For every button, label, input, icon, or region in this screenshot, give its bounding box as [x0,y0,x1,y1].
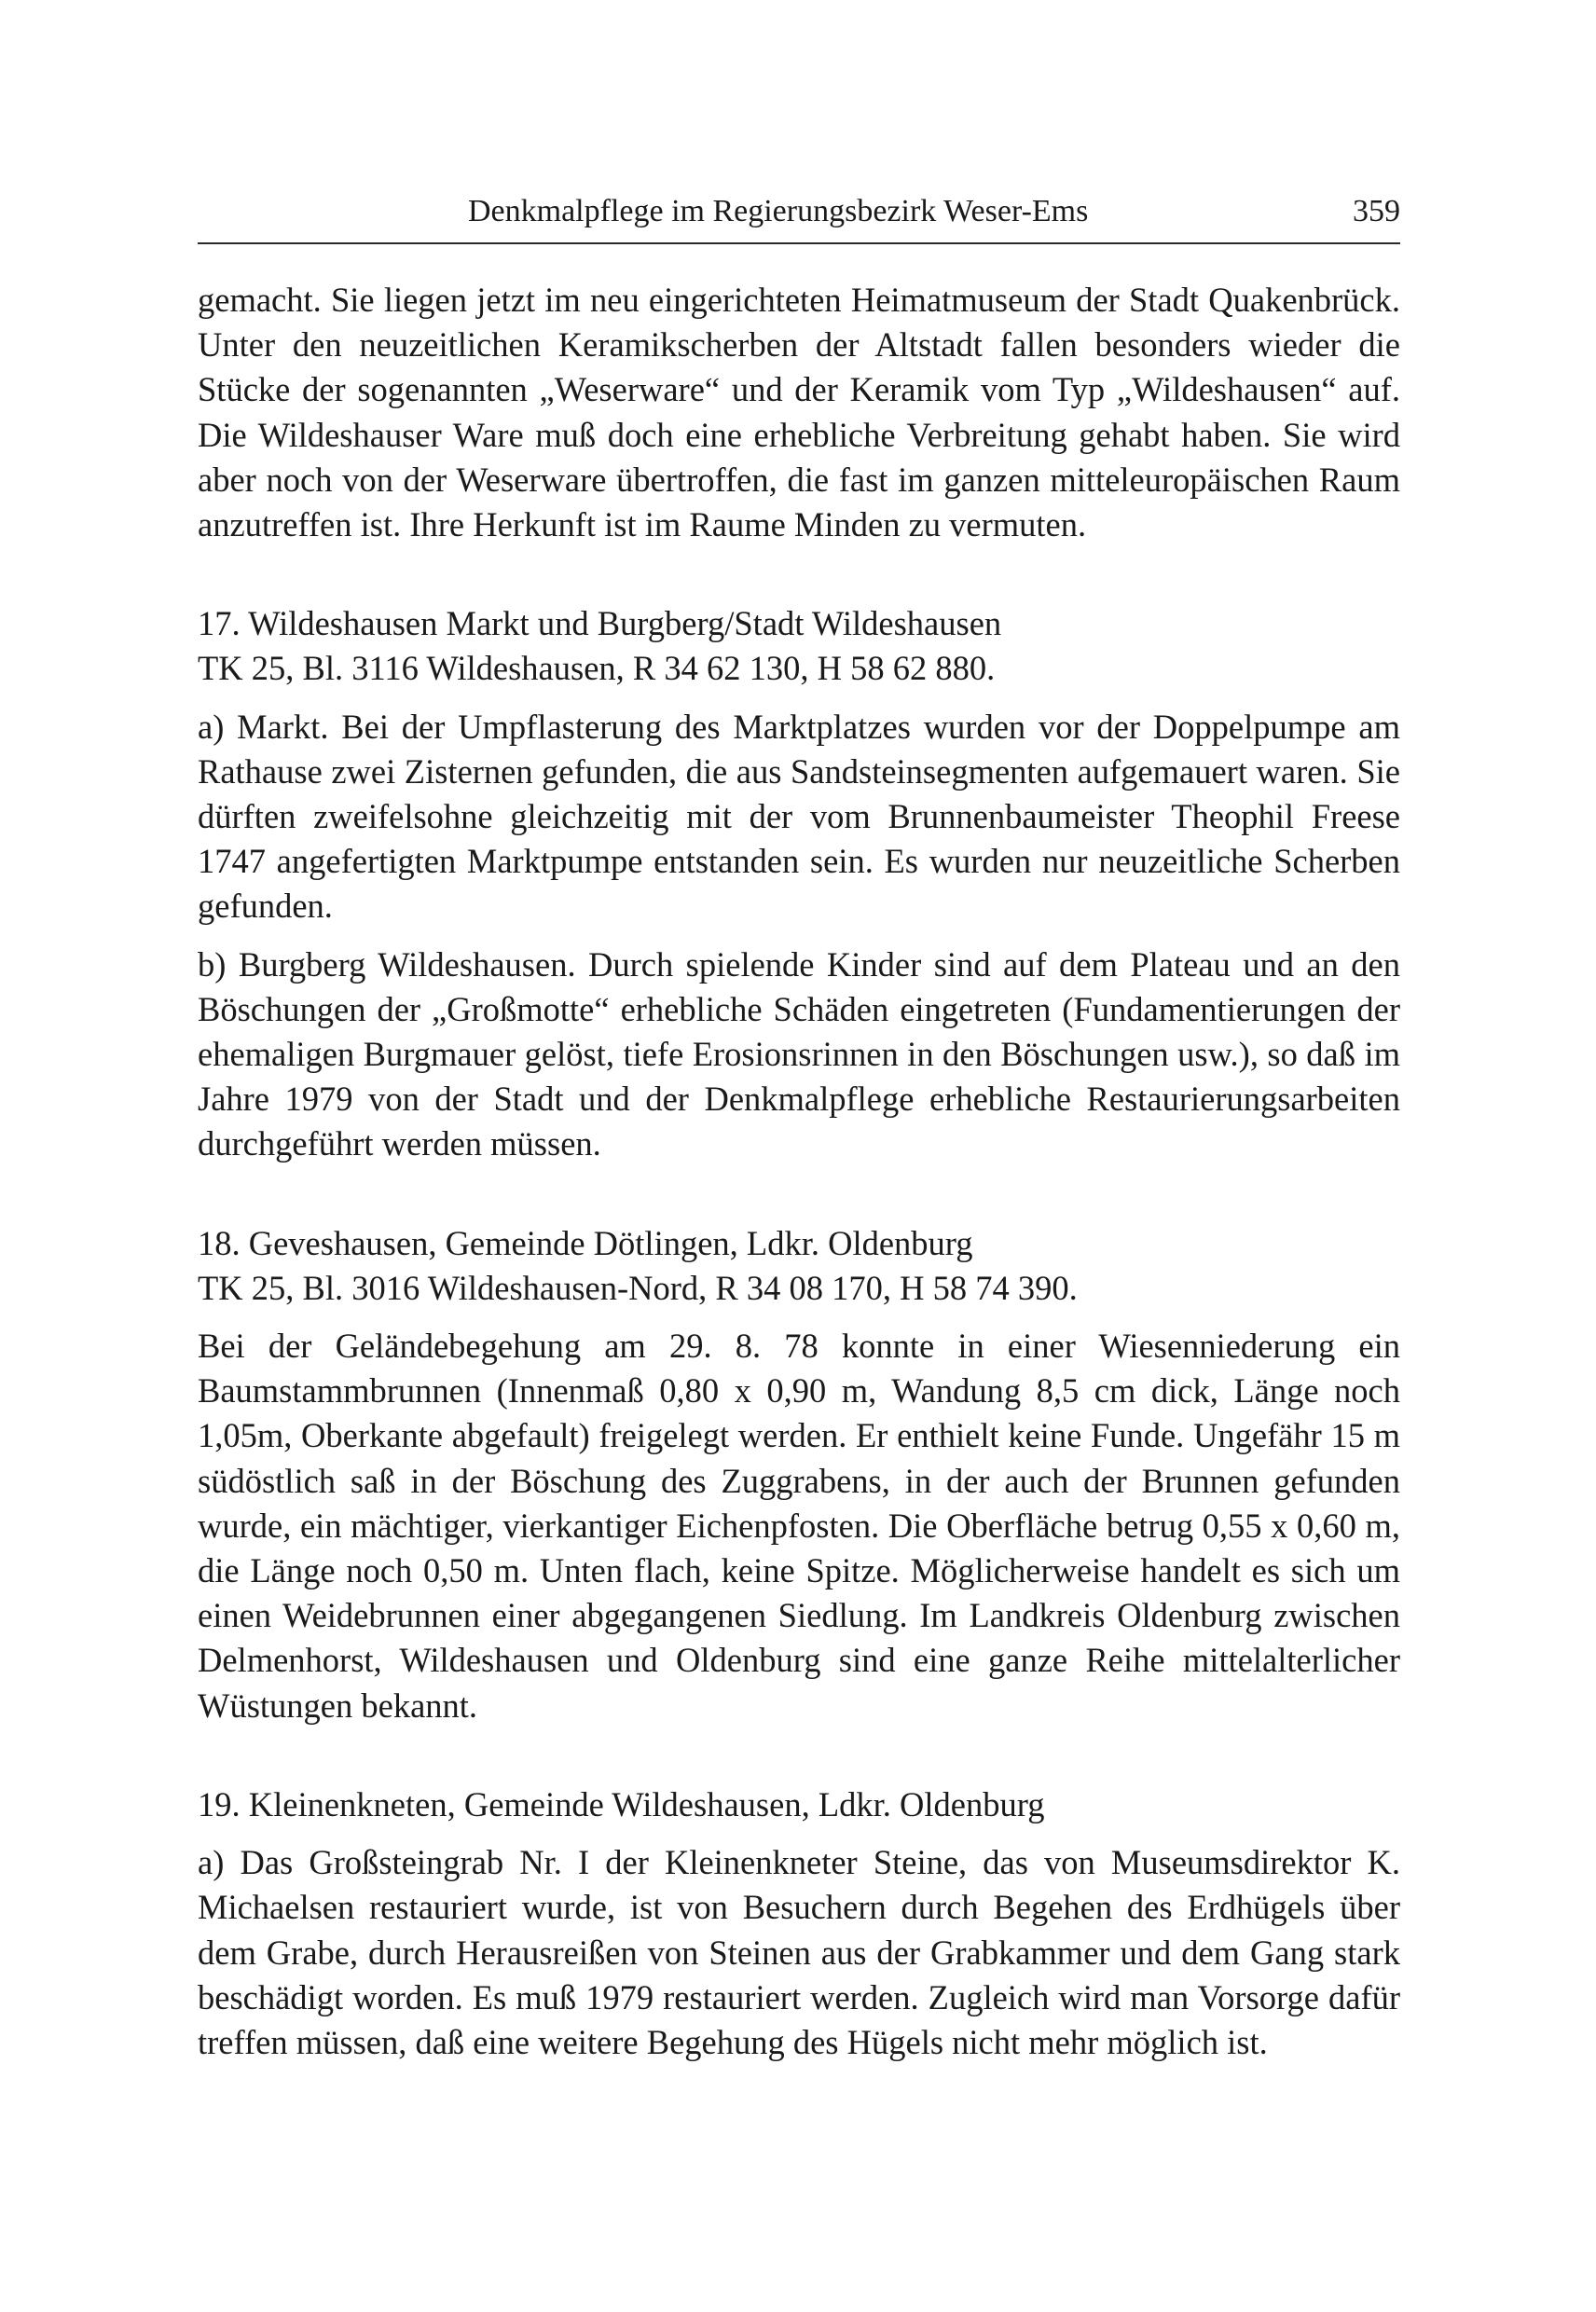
section-18-map-reference: TK 25, Bl. 3016 Wildeshausen-Nord, R 34 08 170, H 58 74 390. [198,1268,1078,1307]
running-title: Denkmalpflege im Regierungsbezirk Weser-Ems [468,194,1089,228]
section-18-heading: 18. Geveshausen, Gemeinde Dötlingen, Ldkr. Oldenburg [198,1223,973,1262]
document-page [198,186,1400,2065]
running-header [198,186,1400,244]
intro-paragraph: gemacht. Sie liegen jetzt im neu eingerichteten Heimatmuseum der Stadt Quakenbrück. Unter den neuzeitlichen Keramikscherben der Altstadt fallen besonders wieder die Stücke der sogenannten „Weserware“ und der Keramik vom Typ „Wildeshausen“ auf. Die Wildeshauser Ware muß doch eine erhebliche Verbreitung gehabt haben. Sie wird aber noch von der Weserware übertroffen, die fast im ganzen mitteleuropäischen Raum anzutreffen ist. Ihre Herkunft ist im Raume Minden zu vermuten. [198,281,1400,544]
section-19-heading-block [198,1782,1400,1827]
section-17-map-reference: TK 25, Bl. 3116 Wildeshausen, R 34 62 130, H 58 62 880. [198,649,996,688]
section-19-paragraph-a: a) Das Großsteingrab Nr. I der Kleinenkneter Steine, das von Museumsdirektor K. Michaelsen restauriert wurde, ist von Besuchern durch Begehen des Erdhügels über dem Grabe, durch Herausreißen von Steinen aus der Grabkammer und dem Gang stark beschädigt worden. Es muß 1979 restauriert werden. Zugleich wird man Vorsorge dafür treffen müssen, daß eine weitere Begehung des Hügels nicht mehr möglich ist. [198,1843,1400,2061]
section-17-heading: 17. Wildeshausen Markt und Burgberg/Stadt Wildeshausen [198,604,1002,643]
section-18-heading-block [198,1221,1400,1311]
section-19-heading: 19. Kleinenkneten, Gemeinde Wildeshausen, Ldkr. Oldenburg [198,1784,1045,1823]
section-17-paragraph-b: b) Burgberg Wildeshausen. Durch spielende Kinder sind auf dem Plateau und an den Böschungen der „Großmotte“ erhebliche Schäden eingetreten (Fundamentierungen der ehemaligen Burgmauer gelöst, tiefe Erosionsrinnen in den Böschungen usw.), so daß im Jahre 1979 von der Stadt und der Denkmalpflege erhebliche Restaurierungsarbeiten durchgeführt werden müssen. [198,944,1400,1163]
section-18-paragraph: Bei der Geländebegehung am 29. 8. 78 konnte in einer Wiesenniederung ein Baumstammbrunnen (Innenmaß 0,80 x 0,90 m, Wandung 8,5 cm dick, Länge noch 1,05m, Oberkante abgefault) freigelegt werden. Er enthielt keine Funde. Ungefähr 15 m südöstlich saß in der Böschung des Zuggrabens, in der auch der Brunnen gefunden wurde, ein mächtiger, vierkantiger Eichenpfosten. Die Oberfläche betrug 0,55 x 0,60 m, die Länge noch 0,50 m. Unten flach, keine Spitze. Möglicherweise handelt es sich um einen Weidebrunnen einer abgegangenen Siedlung. Im Landkreis Oldenburg zwischen Delmenhorst, Wildeshausen und Oldenburg sind eine ganze Reihe mittelalterlicher Wüstungen bekannt. [198,1327,1400,1725]
section-17-paragraph-a: a) Markt. Bei der Umpflasterung des Marktplatzes wurden vor der Doppelpumpe am Rathause zwei Zisternen gefunden, die aus Sandsteinsegmenten aufgemauert waren. Sie dürften zweifelsohne gleichzeitig mit der vom Brunnenbaumeister Theophil Freese 1747 angefertigten Marktpumpe entstanden sein. Es wurden nur neuzeitliche Scherben gefunden. [198,707,1400,926]
section-17-heading-block [198,601,1400,691]
page-number: 359 [1353,194,1400,228]
body-text [198,278,1400,2065]
